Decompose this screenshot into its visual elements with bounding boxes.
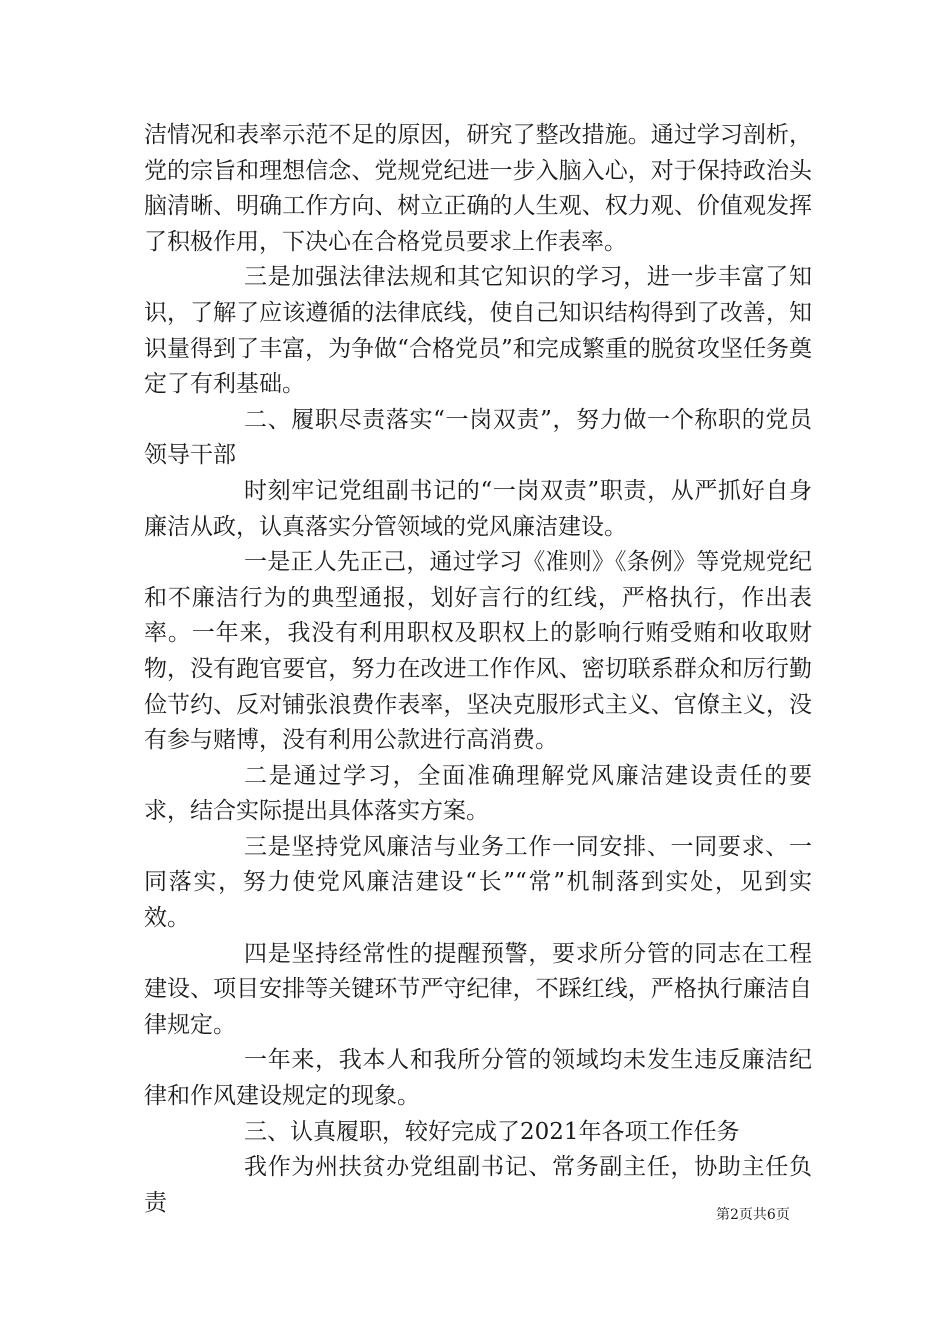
page-number-footer: 第2页共6页 <box>716 1207 790 1223</box>
paragraph: 洁情况和表率示范不足的原因，研究了整改措施。通过学习剖析，党的宗旨和理想信念、党规党纪进一步入脑入心，对于保持政治头脑清晰、明确工作方向、树立正确的人生观、权力观、价值观发挥了积极作用，下决心在合格党员要求上作表率。 <box>144 122 812 255</box>
paragraph: 我作为州扶贫办党组副书记、常务副主任，协助主任负责 <box>144 1154 812 1216</box>
paragraph: 一年来，我本人和我所分管的领域均未发生违反廉洁纪律和作风建设规定的现象。 <box>144 1047 812 1110</box>
section-heading: 二、履职尽责落实“一岗双责”，努力做一个称职的党员领导干部 <box>144 406 812 469</box>
paragraph: 三是坚持党风廉洁与业务工作一同安排、一同要求、一同落实，努力使党风廉洁建设“长”“常”机制落到实处，见到实效。 <box>144 833 812 932</box>
section-heading: 三、认真履职，较好完成了2021年各项工作任务 <box>244 1118 740 1145</box>
paragraph: 二是通过学习，全面准确理解党风廉洁建设责任的要求，结合实际提出具体落实方案。 <box>144 762 812 825</box>
paragraph: 一是正人先正己，通过学习《准则》《条例》等党规党纪和不廉洁行为的典型通报，划好言行的红线，严格执行，作出表率。一年来，我没有利用职权及职权上的影响行贿受贿和收取财物，没有跑官要官，努力在改进工作作风、密切联系群众和厉行勤俭节约、反对铺张浪费作表率，坚决克服形式主义、官僚主义，没有参与赌博，没有利用公款进行高消费。 <box>144 549 812 754</box>
paragraph: 四是坚持经常性的提醒预警，要求所分管的同志在工程建设、项目安排等关键环节严守纪律，不踩红线，严格执行廉洁自律规定。 <box>144 940 812 1038</box>
document-body <box>144 118 812 1221</box>
paragraph: 三是加强法律法规和其它知识的学习，进一步丰富了知识，了解了应该遵循的法律底线，使自己知识结构得到了改善，知识量得到了丰富，为争做“合格党员”和完成繁重的脱贫攻坚任务奠定了有利基础。 <box>144 264 812 398</box>
paragraph: 时刻牢记党组副书记的“一岗双责”职责，从严抓好自身廉洁从政，认真落实分管领域的党风廉洁建设。 <box>144 477 812 540</box>
